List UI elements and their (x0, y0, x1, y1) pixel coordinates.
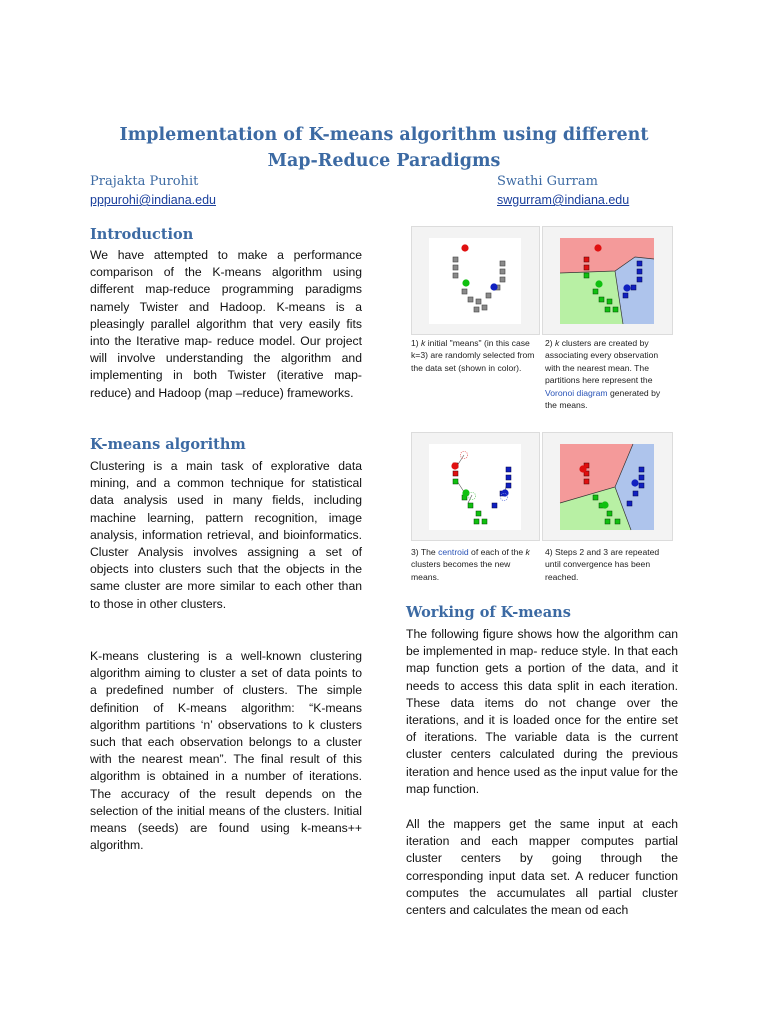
working-heading: Working of K-means (406, 604, 571, 621)
figure-panel-4 (542, 432, 673, 541)
figure-2-caption: 2) k clusters are created by associating every observation with the nearest mean. The partitions here represent the Voronoi diagram generated by the means. (545, 338, 661, 411)
figure-3-centroids (412, 433, 539, 540)
figure-4-converged (543, 433, 672, 540)
working-paragraph-2: All the mappers get the same input at each iteration and each mapper computes partial cluster centers by going through the corresponding input data set. A reducer function computes the accumulates all partial cluster centers and calculates the mean od each (406, 817, 678, 918)
figure-panel-2 (542, 226, 673, 335)
voronoi-diagram-link[interactable]: Voronoi diagram (545, 387, 608, 398)
figure-panel-1 (411, 226, 540, 335)
working-paragraph-1: The following figure shows how the algorithm can be implemented in map- reduce style. In that each map function gets a portion of the data, and it needs to access this data split in each iteration. These data items do not change over the iterations, and it is loaded once for the entire set of iterations. The variable data is the current cluster centers calculated during the previous iteration and hence used as the input value for the map function. (406, 627, 678, 796)
kmeans-paragraph-1: Clustering is a main task of explorative data mining, and a common technique for statistical data analysis used in many fields, including machine learning, pattern recognition, image analysis, information retrieval, and bioinformatics. Cluster Analysis involves assigning a set of objects into clusters such that the objects in the same cluster are more similar to each other than to those in other clusters. (90, 459, 362, 611)
author-1-name: Prajakta Purohit (90, 174, 199, 189)
author-2-email[interactable]: swgurram@indiana.edu (497, 193, 630, 207)
paper-title: Implementation of K-means algorithm using different Map-Reduce Paradigms (119, 125, 649, 171)
kmeans-paragraph-2: K-means clustering is a well-known clustering algorithm aiming to cluster a set of data points to a predefined number of clusters. The simple definition of K-means algorithm: “K-means algorithm partitions ‘n’ observations to k clusters such that each observation belongs to a cluster with the nearest mean”. The final result of this algorithm is obtained in a number of iterations. The accuracy of the result depends on the selection of the initial means of the clusters. Initial means (seeds) are found using k-means++ algorithm. (90, 649, 362, 853)
author-2-name: Swathi Gurram (497, 174, 598, 189)
figure-1-initial-means (412, 227, 539, 334)
centroid-link[interactable]: centroid (438, 547, 469, 557)
author-1-email[interactable]: pppurohi@indiana.edu (90, 193, 216, 207)
introduction-heading: Introduction (90, 226, 194, 243)
figure-1-caption: 1) k initial "means" (in this case k=3) are randomly selected from the data set (shown in color). (411, 338, 535, 373)
kmeans-heading: K-means algorithm (90, 436, 246, 453)
figure-4-caption: 4) Steps 2 and 3 are repeated until convergence has been reached. (545, 547, 660, 582)
figure-2-voronoi (543, 227, 672, 334)
figure-3-caption: 3) The centroid of each of the k clusters becomes the new means. (411, 547, 530, 582)
introduction-body: We have attempted to make a performance comparison of the K-means algorithm using different map-reduce programming paradigms namely Twister and Hadoop. K-means is a pleasingly parallel algorithm that very easily fits into the Iterative map- reduce model. Our project will involve understanding the algorithm and implementing in both Twister (iterative map-reduce) and Hadoop (map –reduce) frameworks. (90, 248, 362, 400)
figure-panel-3 (411, 432, 540, 541)
